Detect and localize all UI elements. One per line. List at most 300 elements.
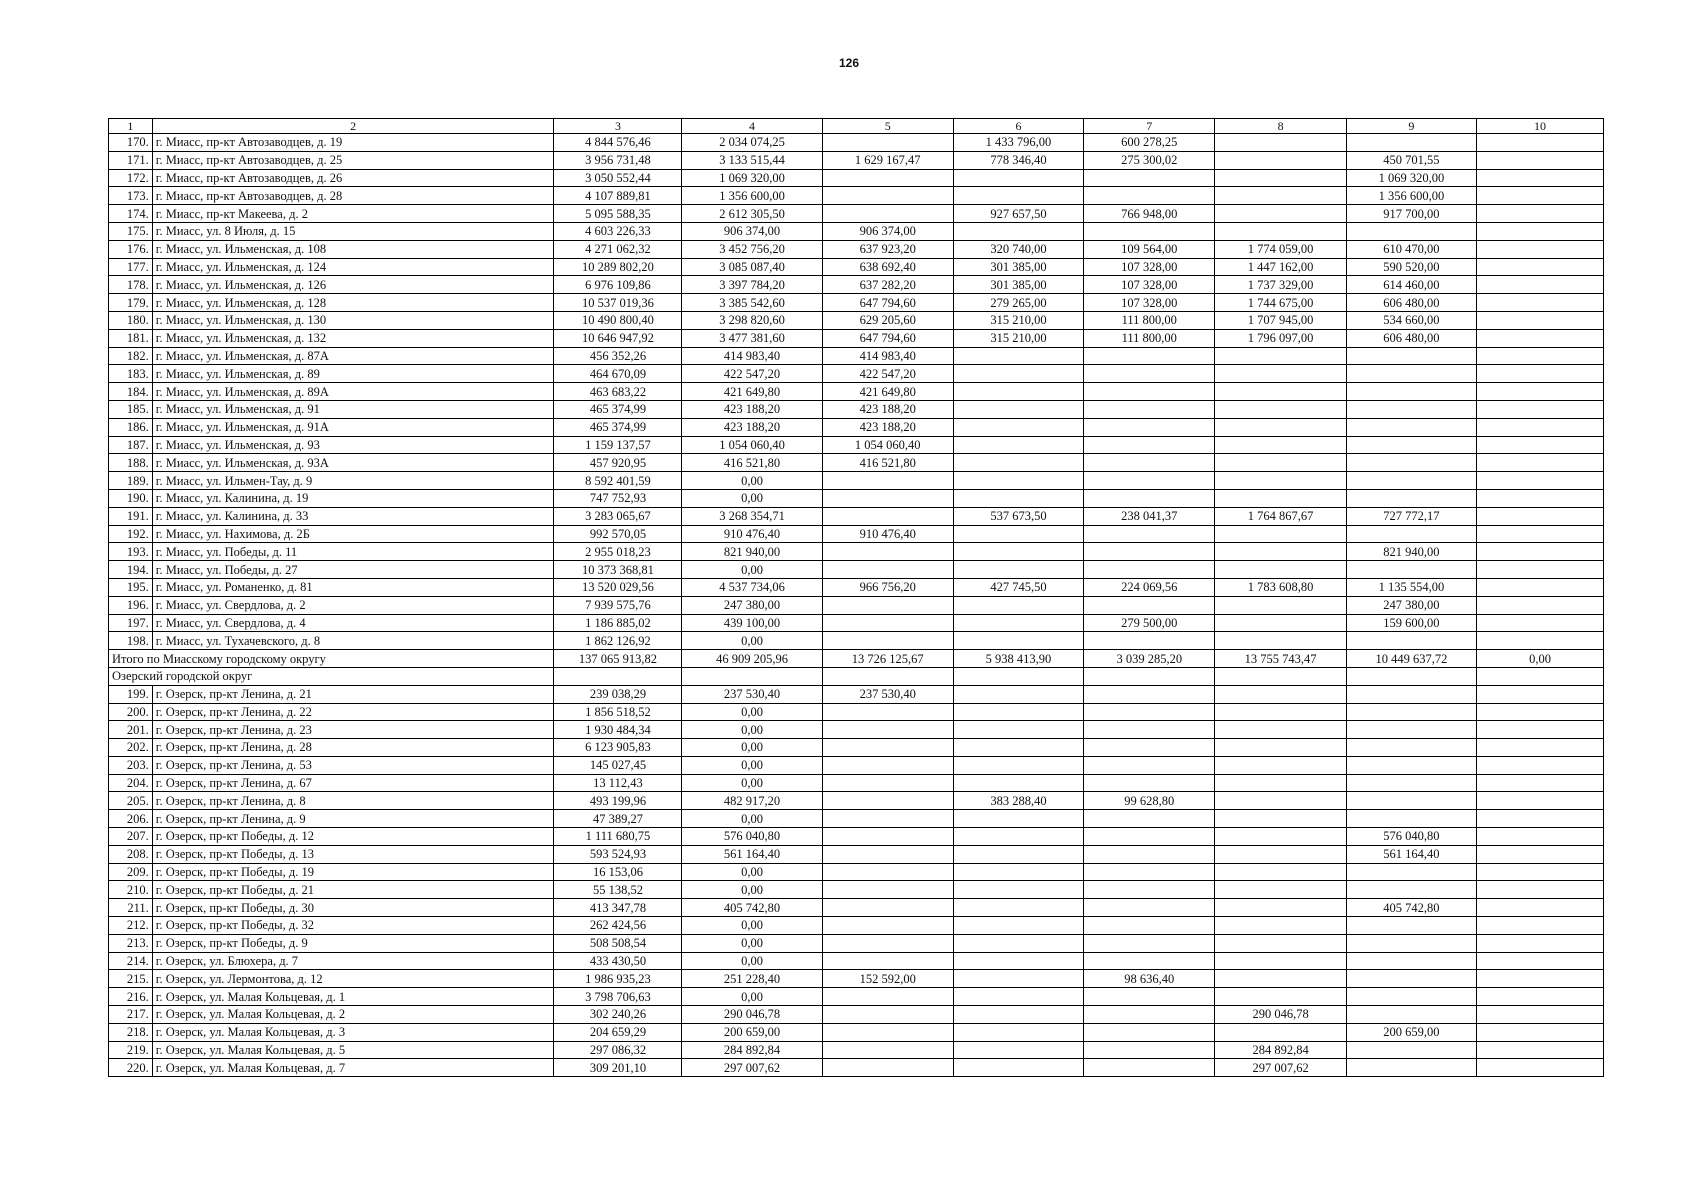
amount-cell: 405 742,80 [1346,899,1476,917]
amount-cell: 152 592,00 [822,970,953,988]
amount-cell [1346,703,1476,721]
amount-cell [1477,1023,1604,1041]
amount-cell [953,828,1083,846]
amount-cell [1346,756,1476,774]
amount-cell [1477,258,1604,276]
amount-cell [1477,543,1604,561]
row-number: 187. [109,436,153,454]
amount-cell: 301 385,00 [953,258,1083,276]
amount-cell: 1 069 320,00 [682,169,822,187]
amount-cell [953,739,1083,757]
amount-cell [1477,169,1604,187]
row-number: 180. [109,311,153,329]
amount-cell [1477,151,1604,169]
amount-cell [1215,917,1346,935]
amount-cell [1346,1059,1476,1077]
amount-cell: 906 374,00 [682,222,822,240]
row-number: 188. [109,454,153,472]
amount-cell: 0,00 [682,810,822,828]
amount-cell: 1 764 867,67 [1215,507,1346,525]
amount-cell [1477,1059,1604,1077]
amount-cell [1477,614,1604,632]
address-cell: г. Миасс, ул. Ильменская, д. 93А [152,454,554,472]
amount-cell: 463 683,22 [554,383,682,401]
amount-cell: 2 034 074,25 [682,134,822,152]
amount-cell: 766 948,00 [1084,205,1215,223]
amount-cell: 16 153,06 [554,863,682,881]
address-cell: г. Миасс, ул. Свердлова, д. 4 [152,614,554,632]
table-row [109,881,1604,899]
amount-cell: 427 745,50 [953,578,1083,596]
address-cell: г. Миасс, ул. Ильменская, д. 128 [152,294,554,312]
total-label: Итого по Миасскому городскому округу [109,650,554,668]
amount-cell: 606 480,00 [1346,329,1476,347]
table-row [109,489,1604,507]
amount-cell [1215,685,1346,703]
amount-cell: 534 660,00 [1346,311,1476,329]
amount-cell [1084,472,1215,490]
amount-cell [1215,739,1346,757]
row-number: 173. [109,187,153,205]
amount-cell: 107 328,00 [1084,276,1215,294]
amount-cell [1084,596,1215,614]
amount-cell [822,169,953,187]
amount-cell [1084,899,1215,917]
total-amount-cell: 10 449 637,72 [1346,650,1476,668]
amount-cell: 747 752,93 [554,489,682,507]
amount-cell: 450 701,55 [1346,151,1476,169]
amount-cell: 111 800,00 [1084,311,1215,329]
table-row [109,988,1604,1006]
total-amount-cell: 3 039 285,20 [1084,650,1215,668]
total-amount-cell: 137 065 913,82 [554,650,682,668]
table-row [109,436,1604,454]
amount-cell [1215,970,1346,988]
amount-cell [1084,383,1215,401]
amount-cell [1477,739,1604,757]
address-cell: г. Миасс, ул. Победы, д. 27 [152,561,554,579]
amount-cell [1346,667,1476,685]
amount-cell [1477,632,1604,650]
amount-cell: 910 476,40 [682,525,822,543]
amount-cell: 10 373 368,81 [554,561,682,579]
row-number: 181. [109,329,153,347]
amount-cell [1084,828,1215,846]
amount-cell [953,756,1083,774]
amount-cell [822,952,953,970]
amount-cell: 0,00 [682,489,822,507]
row-number: 189. [109,472,153,490]
amount-cell: 1 862 126,92 [554,632,682,650]
amount-cell: 3 085 087,40 [682,258,822,276]
amount-cell: 237 530,40 [822,685,953,703]
amount-cell: 275 300,02 [1084,151,1215,169]
amount-cell [1215,667,1346,685]
amount-cell: 413 347,78 [554,899,682,917]
amount-cell: 107 328,00 [1084,294,1215,312]
amount-cell [953,543,1083,561]
table-row [109,685,1604,703]
row-number: 216. [109,988,153,1006]
amount-cell: 576 040,80 [682,828,822,846]
amount-cell [953,881,1083,899]
table-row [109,400,1604,418]
address-cell: г. Миасс, ул. Романенко, д. 81 [152,578,554,596]
amount-cell [1084,632,1215,650]
amount-cell [822,774,953,792]
amount-cell [953,1059,1083,1077]
amount-cell: 0,00 [682,703,822,721]
table-row [109,739,1604,757]
table-row [109,1041,1604,1059]
amount-cell [1477,810,1604,828]
address-cell: г. Миасс, ул. Ильменская, д. 124 [152,258,554,276]
address-cell: г. Миасс, ул. Ильменская, д. 89А [152,383,554,401]
amount-cell [1084,1059,1215,1077]
amount-cell: 1 054 060,40 [822,436,953,454]
address-cell: г. Озерск, пр-кт Ленина, д. 67 [152,774,554,792]
amount-cell [953,934,1083,952]
row-number: 178. [109,276,153,294]
amount-cell: 279 500,00 [1084,614,1215,632]
amount-cell: 4 271 062,32 [554,240,682,258]
table-row [109,774,1604,792]
amount-cell [822,507,953,525]
amount-cell [554,667,682,685]
address-cell: г. Озерск, пр-кт Победы, д. 30 [152,899,554,917]
amount-cell [1477,561,1604,579]
address-cell: г. Миасс, ул. Ильмен-Тау, д. 9 [152,472,554,490]
section-title: Озерский городской округ [109,667,554,685]
amount-cell: 647 794,60 [822,329,953,347]
amount-cell [822,810,953,828]
amount-cell [953,418,1083,436]
amount-cell: 1 054 060,40 [682,436,822,454]
amount-cell [1477,311,1604,329]
amount-cell [1215,151,1346,169]
amount-cell: 1 159 137,57 [554,436,682,454]
table-row [109,525,1604,543]
amount-cell: 1 447 162,00 [1215,258,1346,276]
address-cell: г. Озерск, ул. Малая Кольцевая, д. 5 [152,1041,554,1059]
amount-cell: 464 670,09 [554,365,682,383]
amount-cell [1477,721,1604,739]
amount-cell: 284 892,84 [682,1041,822,1059]
amount-cell [1346,454,1476,472]
amount-cell [1346,970,1476,988]
row-number: 210. [109,881,153,899]
address-cell: г. Миасс, ул. Нахимова, д. 2Б [152,525,554,543]
table-row [109,614,1604,632]
amount-cell: 239 038,29 [554,685,682,703]
amount-cell [1346,365,1476,383]
amount-cell: 4 107 889,81 [554,187,682,205]
amount-cell: 1 433 796,00 [953,134,1083,152]
amount-cell [1215,472,1346,490]
amount-cell: 247 380,00 [1346,596,1476,614]
header-cell: 7 [1084,119,1215,134]
header-cell: 8 [1215,119,1346,134]
amount-cell [953,347,1083,365]
amount-cell: 727 772,17 [1346,507,1476,525]
amount-cell: 637 282,20 [822,276,953,294]
amount-cell [1346,917,1476,935]
amount-cell [1084,881,1215,899]
amount-cell [1346,863,1476,881]
amount-cell [822,489,953,507]
amount-cell [1215,134,1346,152]
amount-cell [953,685,1083,703]
amount-cell: 55 138,52 [554,881,682,899]
amount-cell [1477,756,1604,774]
amount-cell: 614 460,00 [1346,276,1476,294]
amount-cell [1477,596,1604,614]
row-number: 218. [109,1023,153,1041]
amount-cell: 992 570,05 [554,525,682,543]
amount-cell [1215,489,1346,507]
amount-cell [822,845,953,863]
amount-cell: 6 976 109,86 [554,276,682,294]
amount-cell: 107 328,00 [1084,258,1215,276]
amount-cell: 537 673,50 [953,507,1083,525]
register-table [108,118,1604,1077]
row-number: 209. [109,863,153,881]
table-row [109,756,1604,774]
header-cell: 6 [953,119,1083,134]
amount-cell: 457 920,95 [554,454,682,472]
amount-cell [1477,970,1604,988]
amount-cell [1477,774,1604,792]
amount-cell [1215,400,1346,418]
amount-cell [953,1006,1083,1024]
address-cell: г. Миасс, ул. Тухачевского, д. 8 [152,632,554,650]
table-row [109,721,1604,739]
row-number: 177. [109,258,153,276]
amount-cell [953,472,1083,490]
amount-cell [1477,276,1604,294]
amount-cell [953,400,1083,418]
amount-cell: 0,00 [682,934,822,952]
amount-cell [953,596,1083,614]
amount-cell: 421 649,80 [822,383,953,401]
amount-cell [1477,703,1604,721]
amount-cell: 590 520,00 [1346,258,1476,276]
amount-cell: 1 856 518,52 [554,703,682,721]
address-cell: г. Миасс, ул. Ильменская, д. 91А [152,418,554,436]
address-cell: г. Озерск, пр-кт Победы, д. 9 [152,934,554,952]
row-number: 182. [109,347,153,365]
amount-cell [1084,365,1215,383]
amount-cell [1084,222,1215,240]
table-row [109,828,1604,846]
header-cell: 2 [152,119,554,134]
amount-cell: 297 086,32 [554,1041,682,1059]
amount-cell [1477,400,1604,418]
address-cell: г. Озерск, пр-кт Победы, д. 12 [152,828,554,846]
row-number: 198. [109,632,153,650]
amount-cell [1215,596,1346,614]
amount-cell [1346,952,1476,970]
amount-cell [953,1023,1083,1041]
amount-cell: 224 069,56 [1084,578,1215,596]
amount-cell: 10 646 947,92 [554,329,682,347]
amount-cell [1215,881,1346,899]
amount-cell [1477,685,1604,703]
address-cell: г. Озерск, пр-кт Ленина, д. 21 [152,685,554,703]
amount-cell [1477,828,1604,846]
address-cell: г. Озерск, ул. Блюхера, д. 7 [152,952,554,970]
address-cell: г. Озерск, пр-кт Победы, д. 19 [152,863,554,881]
amount-cell [822,863,953,881]
row-number: 176. [109,240,153,258]
amount-cell: 200 659,00 [682,1023,822,1041]
amount-cell [953,436,1083,454]
amount-cell [1477,934,1604,952]
amount-cell [1346,988,1476,1006]
amount-cell [953,917,1083,935]
amount-cell: 0,00 [682,721,822,739]
amount-cell [1477,792,1604,810]
amount-cell: 927 657,50 [953,205,1083,223]
amount-cell: 3 477 381,60 [682,329,822,347]
amount-cell: 315 210,00 [953,311,1083,329]
amount-cell [1215,810,1346,828]
amount-cell [953,845,1083,863]
amount-cell: 416 521,80 [822,454,953,472]
row-number: 184. [109,383,153,401]
amount-cell [822,596,953,614]
amount-cell [953,952,1083,970]
row-number: 192. [109,525,153,543]
amount-cell [1477,1006,1604,1024]
amount-cell [1346,792,1476,810]
amount-cell: 1 737 329,00 [1215,276,1346,294]
address-cell: г. Озерск, пр-кт Ленина, д. 22 [152,703,554,721]
amount-cell: 284 892,84 [1215,1041,1346,1059]
amount-cell: 301 385,00 [953,276,1083,294]
amount-cell: 290 046,78 [1215,1006,1346,1024]
table-row [109,169,1604,187]
amount-cell: 414 983,40 [682,347,822,365]
amount-cell: 98 636,40 [1084,970,1215,988]
amount-cell [822,543,953,561]
amount-cell: 204 659,29 [554,1023,682,1041]
amount-cell [1346,810,1476,828]
amount-cell: 47 389,27 [554,810,682,828]
amount-cell: 3 452 756,20 [682,240,822,258]
amount-cell [1477,294,1604,312]
amount-cell: 1 069 320,00 [1346,169,1476,187]
amount-cell [822,614,953,632]
amount-cell [1084,187,1215,205]
amount-cell [1084,917,1215,935]
amount-cell [953,703,1083,721]
amount-cell [1215,899,1346,917]
amount-cell: 3 133 515,44 [682,151,822,169]
amount-cell: 13 112,43 [554,774,682,792]
amount-cell [1346,525,1476,543]
amount-cell [1215,952,1346,970]
amount-cell [1215,347,1346,365]
amount-cell [1215,756,1346,774]
amount-cell: 7 939 575,76 [554,596,682,614]
table-row [109,258,1604,276]
amount-cell [953,187,1083,205]
amount-cell: 6 123 905,83 [554,739,682,757]
amount-cell: 2 612 305,50 [682,205,822,223]
amount-cell [1215,169,1346,187]
amount-cell [822,792,953,810]
amount-cell [1346,222,1476,240]
amount-cell: 1 986 935,23 [554,970,682,988]
address-cell: г. Миасс, ул. Победы, д. 11 [152,543,554,561]
amount-cell: 561 164,40 [1346,845,1476,863]
amount-cell: 4 537 734,06 [682,578,822,596]
address-cell: г. Миасс, пр-кт Автозаводцев, д. 28 [152,187,554,205]
amount-cell [1215,632,1346,650]
amount-cell [953,774,1083,792]
amount-cell [1215,1023,1346,1041]
address-cell: г. Озерск, пр-кт Ленина, д. 23 [152,721,554,739]
amount-cell [1084,685,1215,703]
amount-cell [1084,561,1215,579]
address-cell: г. Миасс, пр-кт Автозаводцев, д. 25 [152,151,554,169]
address-cell: г. Миасс, пр-кт Макеева, д. 2 [152,205,554,223]
amount-cell: 1 356 600,00 [1346,187,1476,205]
address-cell: г. Миасс, ул. Ильменская, д. 89 [152,365,554,383]
amount-cell: 439 100,00 [682,614,822,632]
table-row [109,703,1604,721]
amount-cell: 111 800,00 [1084,329,1215,347]
amount-cell [1215,543,1346,561]
amount-cell [1215,187,1346,205]
table-row [109,543,1604,561]
amount-cell: 200 659,00 [1346,1023,1476,1041]
row-number: 207. [109,828,153,846]
amount-cell [1084,1041,1215,1059]
amount-cell: 0,00 [682,561,822,579]
amount-cell: 2 955 018,23 [554,543,682,561]
amount-cell: 8 592 401,59 [554,472,682,490]
amount-cell [1215,863,1346,881]
amount-cell: 13 520 029,56 [554,578,682,596]
amount-cell [1477,1041,1604,1059]
amount-cell [822,667,953,685]
amount-cell: 0,00 [682,952,822,970]
amount-cell: 10 490 800,40 [554,311,682,329]
amount-cell: 1 186 885,02 [554,614,682,632]
table-row [109,454,1604,472]
amount-cell: 0,00 [682,632,822,650]
amount-cell: 1 135 554,00 [1346,578,1476,596]
amount-cell [1084,418,1215,436]
amount-cell: 606 480,00 [1346,294,1476,312]
amount-cell [822,472,953,490]
amount-cell [953,489,1083,507]
amount-cell: 99 628,80 [1084,792,1215,810]
amount-cell [1084,934,1215,952]
address-cell: г. Миасс, ул. Ильменская, д. 108 [152,240,554,258]
amount-cell: 422 547,20 [822,365,953,383]
amount-cell [822,917,953,935]
row-number: 179. [109,294,153,312]
row-number: 214. [109,952,153,970]
amount-cell [953,525,1083,543]
amount-cell [953,810,1083,828]
amount-cell [1477,383,1604,401]
amount-cell: 1 774 059,00 [1215,240,1346,258]
table-body [109,119,1604,1077]
